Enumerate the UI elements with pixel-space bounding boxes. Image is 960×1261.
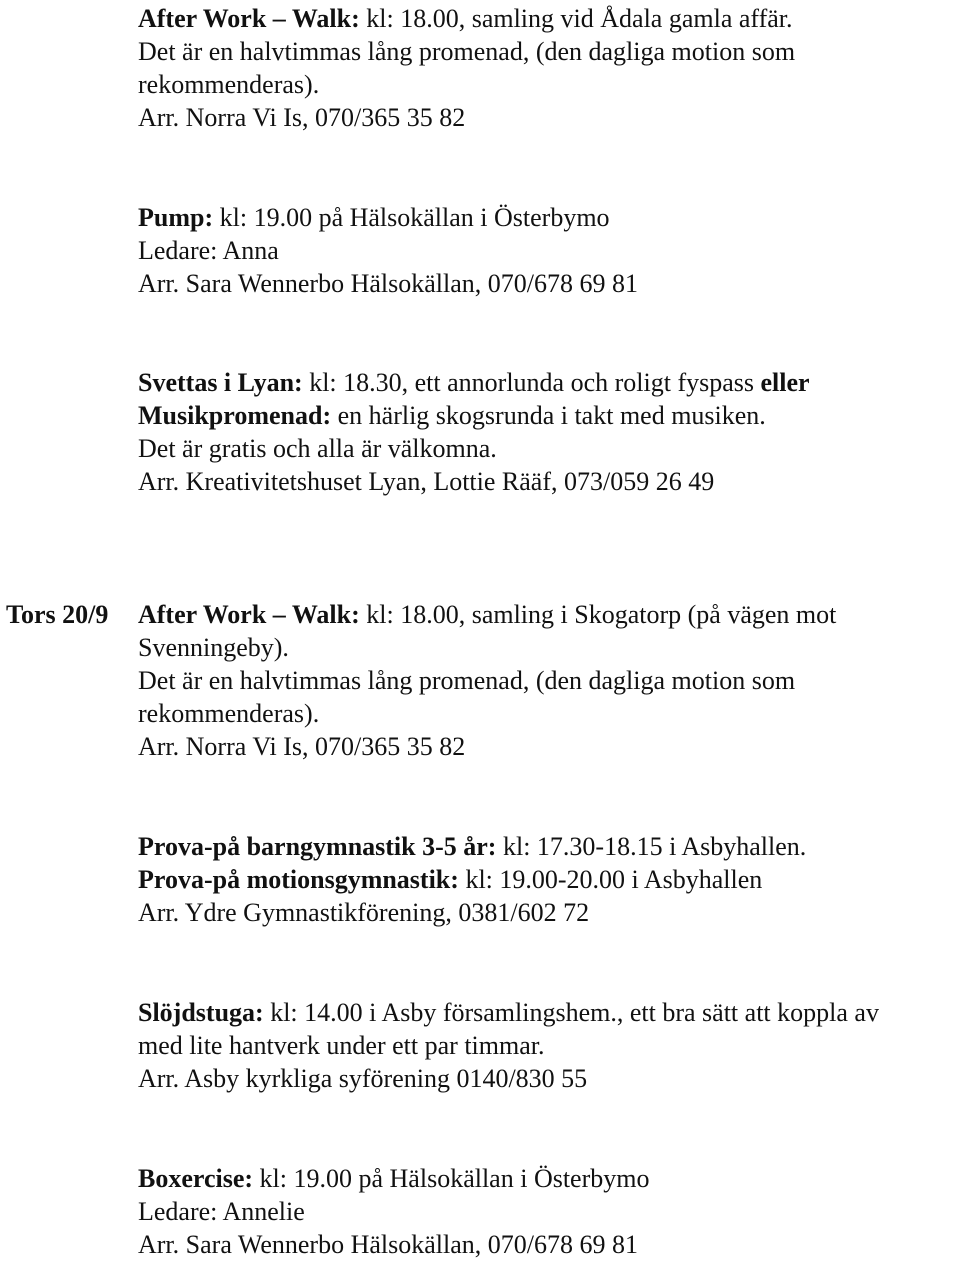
event-conjunction: eller	[760, 368, 810, 397]
event-heading-line	[138, 201, 960, 234]
event-title: Svettas i Lyan:	[138, 368, 303, 397]
event-heading-line-2	[138, 863, 960, 896]
event-time: kl: 19.00 på Hälsokällan i Österbymo	[253, 1164, 650, 1193]
event-time-2: kl: 19.00-20.00 i Asbyhallen	[458, 865, 763, 894]
event-prova-pa-gymnastik	[138, 830, 960, 929]
event-pump	[138, 201, 960, 300]
event-time: kl: 14.00 i Asby församlingshem., ett bra sätt att koppla av	[263, 998, 879, 1027]
event-heading-line	[138, 1162, 960, 1195]
event-description: rekommenderas).	[138, 70, 320, 99]
event-title-2: Musikpromenad:	[138, 401, 332, 430]
event-heading-line-2	[138, 399, 960, 432]
event-svettas-i-lyan	[138, 366, 960, 498]
event-organizer: Arr. Norra Vi Is, 070/365 35 82	[138, 732, 466, 761]
event-after-work-walk-1	[138, 2, 960, 134]
event-title: Slöjdstuga:	[138, 998, 264, 1027]
event-time: kl: 18.00, samling vid Ådala gamla affär.	[359, 4, 793, 33]
event-leader: Ledare: Annelie	[138, 1197, 305, 1226]
event-heading-line	[138, 830, 960, 863]
event-organizer: Arr. Kreativitetshuset Lyan, Lottie Rääf, 073/059 26 49	[138, 467, 715, 496]
event-heading-line	[138, 598, 960, 631]
event-description: Det är en halvtimmas lång promenad, (den dagliga motion som	[138, 37, 796, 66]
event-organizer: Arr. Ydre Gymnastikförening, 0381/602 72	[138, 898, 590, 927]
event-time: kl: 19.00 på Hälsokällan i Österbymo	[213, 203, 610, 232]
event-description: med lite hantverk under ett par timmar.	[138, 1031, 545, 1060]
event-title: After Work – Walk:	[138, 600, 360, 629]
event-boxercise	[138, 1162, 960, 1261]
event-organizer: Arr. Sara Wennerbo Hälsokällan, 070/678 69 81	[138, 1230, 638, 1259]
event-title: Prova-på barngymnastik 3-5 år:	[138, 832, 497, 861]
date-label: Tors 20/9	[6, 600, 109, 629]
event-slojdstuga	[138, 996, 960, 1095]
event-title: After Work – Walk:	[138, 4, 360, 33]
event-time: kl: 17.30-18.15 i Asbyhallen.	[496, 832, 807, 861]
event-title: Pump:	[138, 203, 214, 232]
event-time: kl: 18.30, ett annorlunda och roligt fyspass	[302, 368, 761, 397]
event-description: Det är en halvtimmas lång promenad, (den dagliga motion som	[138, 666, 796, 695]
event-organizer: Arr. Norra Vi Is, 070/365 35 82	[138, 103, 466, 132]
event-title: Boxercise:	[138, 1164, 254, 1193]
event-heading-line	[138, 366, 960, 399]
event-after-work-walk-2	[138, 598, 960, 763]
event-heading-line	[138, 2, 960, 35]
event-heading-line	[138, 996, 960, 1029]
event-description: en härlig skogsrunda i takt med musiken.	[331, 401, 766, 430]
event-leader: Ledare: Anna	[138, 236, 279, 265]
event-description: Det är gratis och alla är välkomna.	[138, 434, 497, 463]
event-description: Svenningeby).	[138, 633, 289, 662]
event-organizer: Arr. Sara Wennerbo Hälsokällan, 070/678 69 81	[138, 269, 638, 298]
event-description: rekommenderas).	[138, 699, 320, 728]
event-time: kl: 18.00, samling i Skogatorp (på vägen mot	[359, 600, 837, 629]
event-title-2: Prova-på motionsgymnastik:	[138, 865, 459, 894]
event-organizer: Arr. Asby kyrkliga syförening 0140/830 55	[138, 1064, 588, 1093]
